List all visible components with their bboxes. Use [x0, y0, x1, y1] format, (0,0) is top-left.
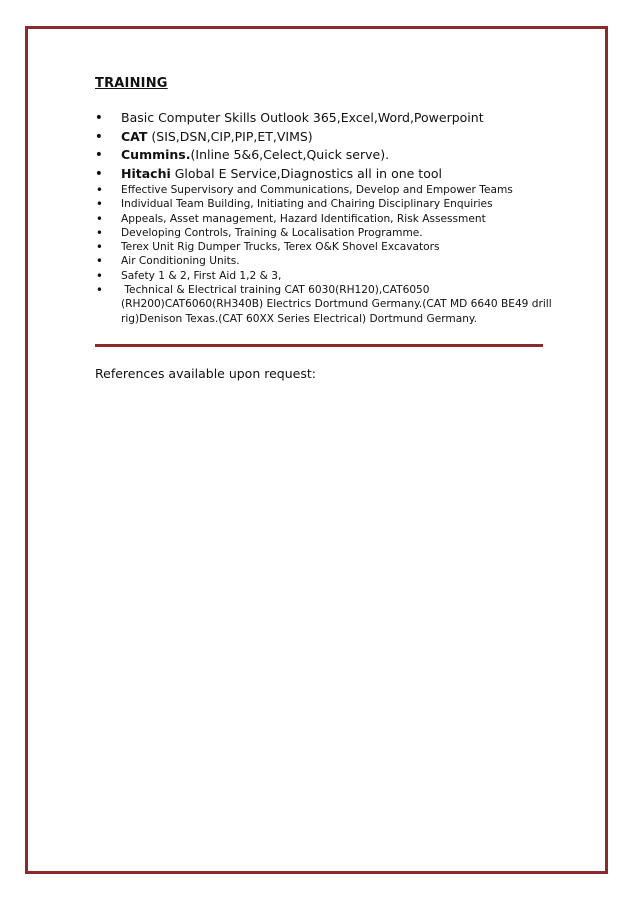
list-item	[95, 212, 555, 226]
item-text: Appeals, Asset management, Hazard Identification, Risk Assessment	[121, 212, 486, 225]
references-note: References available upon request:	[95, 366, 316, 381]
training-heading: TRAINING	[95, 76, 168, 91]
item-text: Basic Computer Skills Outlook 365,Excel,Word,Powerpoint	[121, 110, 484, 125]
training-list	[95, 109, 555, 326]
list-item	[95, 254, 555, 268]
item-text: Safety 1 & 2, First Aid 1,2 & 3,	[121, 269, 282, 282]
item-text: Developing Controls, Training & Localisation Programme.	[121, 226, 423, 239]
item-text: Terex Unit Rig Dumper Trucks, Terex O&K Shovel Excavators	[121, 241, 440, 254]
list-item	[95, 283, 555, 326]
list-item	[95, 226, 555, 240]
item-text: Individual Team Building, Initiating and Chairing Disciplinary Enquiries	[121, 198, 493, 211]
section-divider	[95, 344, 543, 347]
list-item	[95, 109, 555, 128]
list-item	[95, 183, 555, 197]
item-text: Global E Service,Diagnostics all in one tool	[170, 165, 442, 181]
list-item	[95, 146, 555, 165]
item-text: (SIS,DSN,CIP,PIP,ET,VIMS)	[147, 128, 313, 144]
item-text: Air Conditioning Units.	[121, 255, 240, 268]
item-bold: Cummins.	[121, 147, 191, 162]
list-item	[95, 165, 555, 184]
item-text: Effective Supervisory and Communications, Develop and Empower Teams	[121, 184, 513, 196]
list-item	[95, 240, 555, 254]
list-item	[95, 197, 555, 211]
item-bold: CAT	[121, 128, 148, 144]
list-item	[95, 269, 555, 283]
item-text: (Inline 5&6,Celect,Quick serve).	[190, 147, 390, 162]
item-bold: Hitachi	[121, 165, 171, 181]
item-text: Technical & Electrical training CAT 6030(RH120),CAT6050 (RH200)CAT6060(RH340B) Electrics Dortmund Germany.(CAT MD 6640 BE49 drill rig)Denison Texas.(CAT 60XX Series Electrical) Dortmund Germany.	[121, 284, 556, 325]
list-item	[95, 128, 555, 147]
